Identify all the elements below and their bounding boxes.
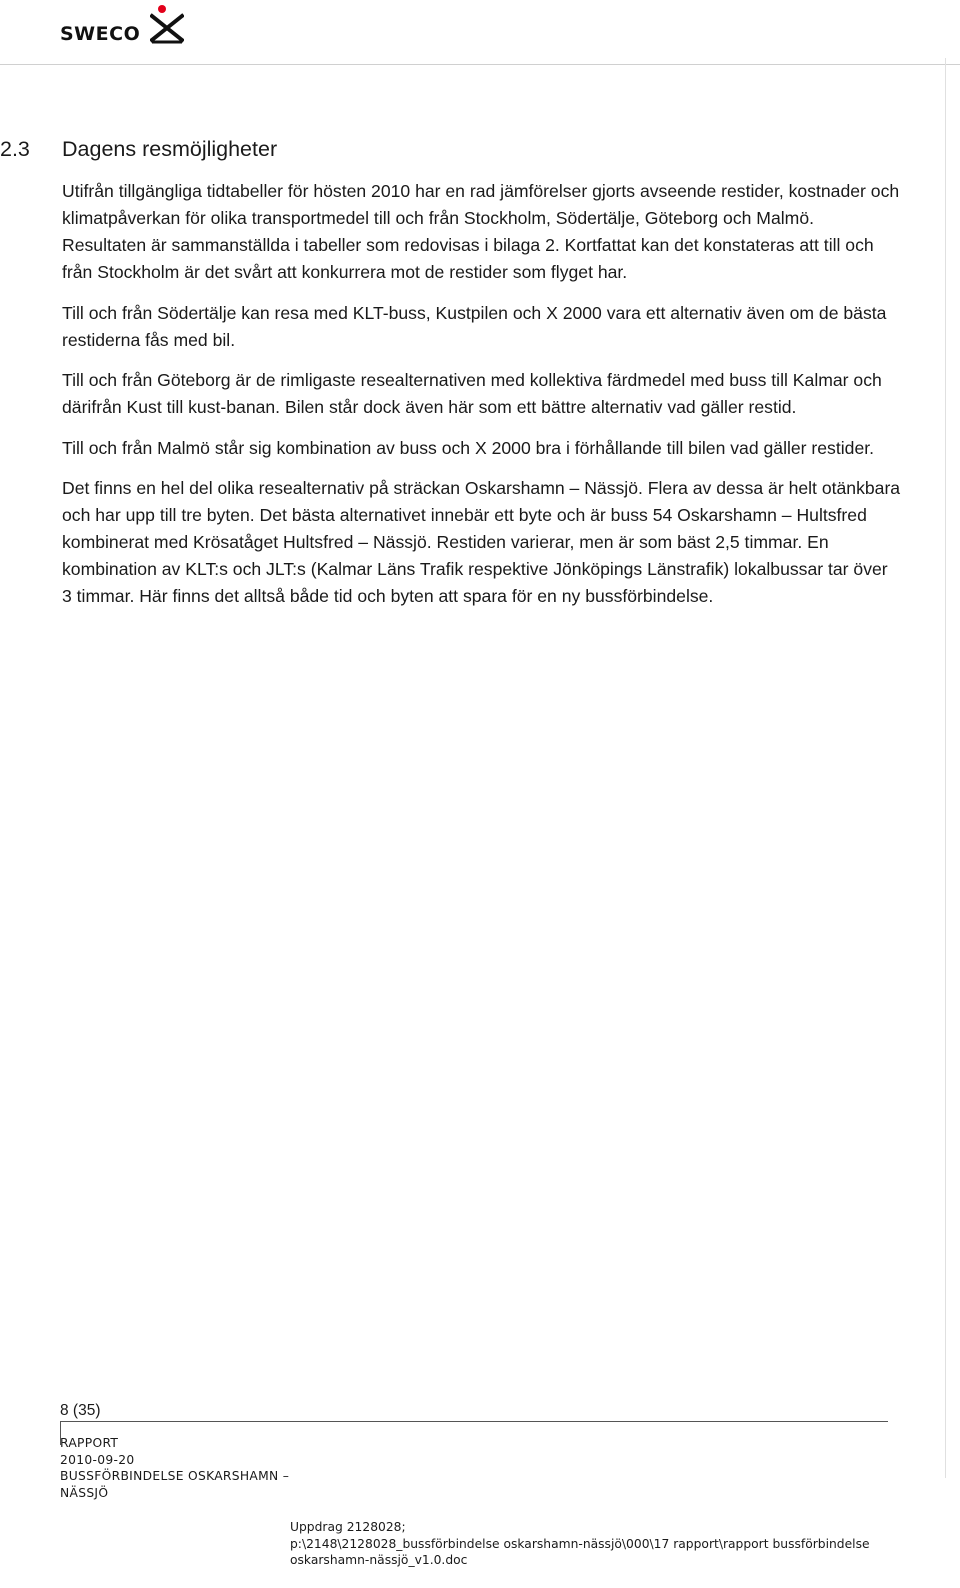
footer-title-line: BUSSFÖRBINDELSE OSKARSHAMN – [60, 1469, 290, 1483]
footer-date: 2010-09-20 [60, 1452, 135, 1467]
section-heading [0, 137, 277, 162]
margin-divider [945, 58, 946, 1478]
sweco-figure-icon [150, 4, 184, 44]
section-title: Dagens resmöjligheter [62, 137, 278, 161]
footer-document-info [60, 1435, 289, 1501]
logo-text: SWECO [60, 23, 141, 45]
paragraph: Utifrån tillgängliga tidtabeller för hösten 2010 har en rad jämförelser gjorts avseende restider, kostnader och klimatpåverkan för olika transportmedel till och från Stockholm, Södertälje, Göteborg och Malmö. Resultaten är sammanställda i tabeller som redovisas i bilaga 2. Kortfattat kan det konstateras att till och från Stockholm är det svårt att konkurrera mot de restider som flyget har. [62, 181, 900, 282]
section-number: 2.3 [0, 137, 30, 161]
footer-doc-type: RAPPORT [60, 1436, 119, 1450]
footer-assignment: Uppdrag 2128028; [290, 1520, 406, 1534]
paragraph: Till och från Göteborg är de rimligaste resealternativen med kollektiva färdmedel med buss till Kalmar och därifrån Kust till kust-banan. Bilen står dock även här som ett bättre alternativ vad gäller restid. [62, 370, 882, 417]
paragraph: Till och från Södertälje kan resa med KLT-buss, Kustpilen och X 2000 vara ett alternativ även om de bästa restiderna fås med bil. [62, 302, 887, 350]
body-text [62, 178, 902, 624]
sweco-logo [60, 4, 190, 50]
page-number: 8 (35) [60, 1402, 101, 1419]
footer-file-path: p:\2148\2128028_bussförbindelse oskarshamn-nässjö\000\17 rapport\rapport bussförbindelse [290, 1536, 870, 1551]
footer-file-path: oskarshamn-nässjö_v1.0.doc [290, 1553, 468, 1567]
footer-divider [60, 1421, 888, 1422]
footer-title-line: NÄSSJÖ [60, 1485, 109, 1500]
paragraph: Det finns en hel del olika resealternativ på sträckan Oskarshamn – Nässjö. Flera av dessa är helt otänkbara och har upp till tre byten. Det bästa alternativet innebär ett byte och är buss 54 Oskarshamn – Hultsfred kombinerat med Krösatåget Hultsfred – Nässjö. Restiden varierar, men är som bäst 2,5 timmar. En kombination av KLT:s och JLT:s (Kalmar Läns Trafik respektive Jönköpings Länstrafik) lokalbussar tar över 3 timmar. Här finns det alltså både tid och byten att spara för en ny bussförbindelse. [62, 478, 901, 606]
header-divider [0, 64, 960, 65]
paragraph: Till och från Malmö står sig kombination av buss och X 2000 bra i förhållande till bilen vad gäller restider. [62, 437, 875, 458]
footer-file-info [290, 1519, 870, 1569]
